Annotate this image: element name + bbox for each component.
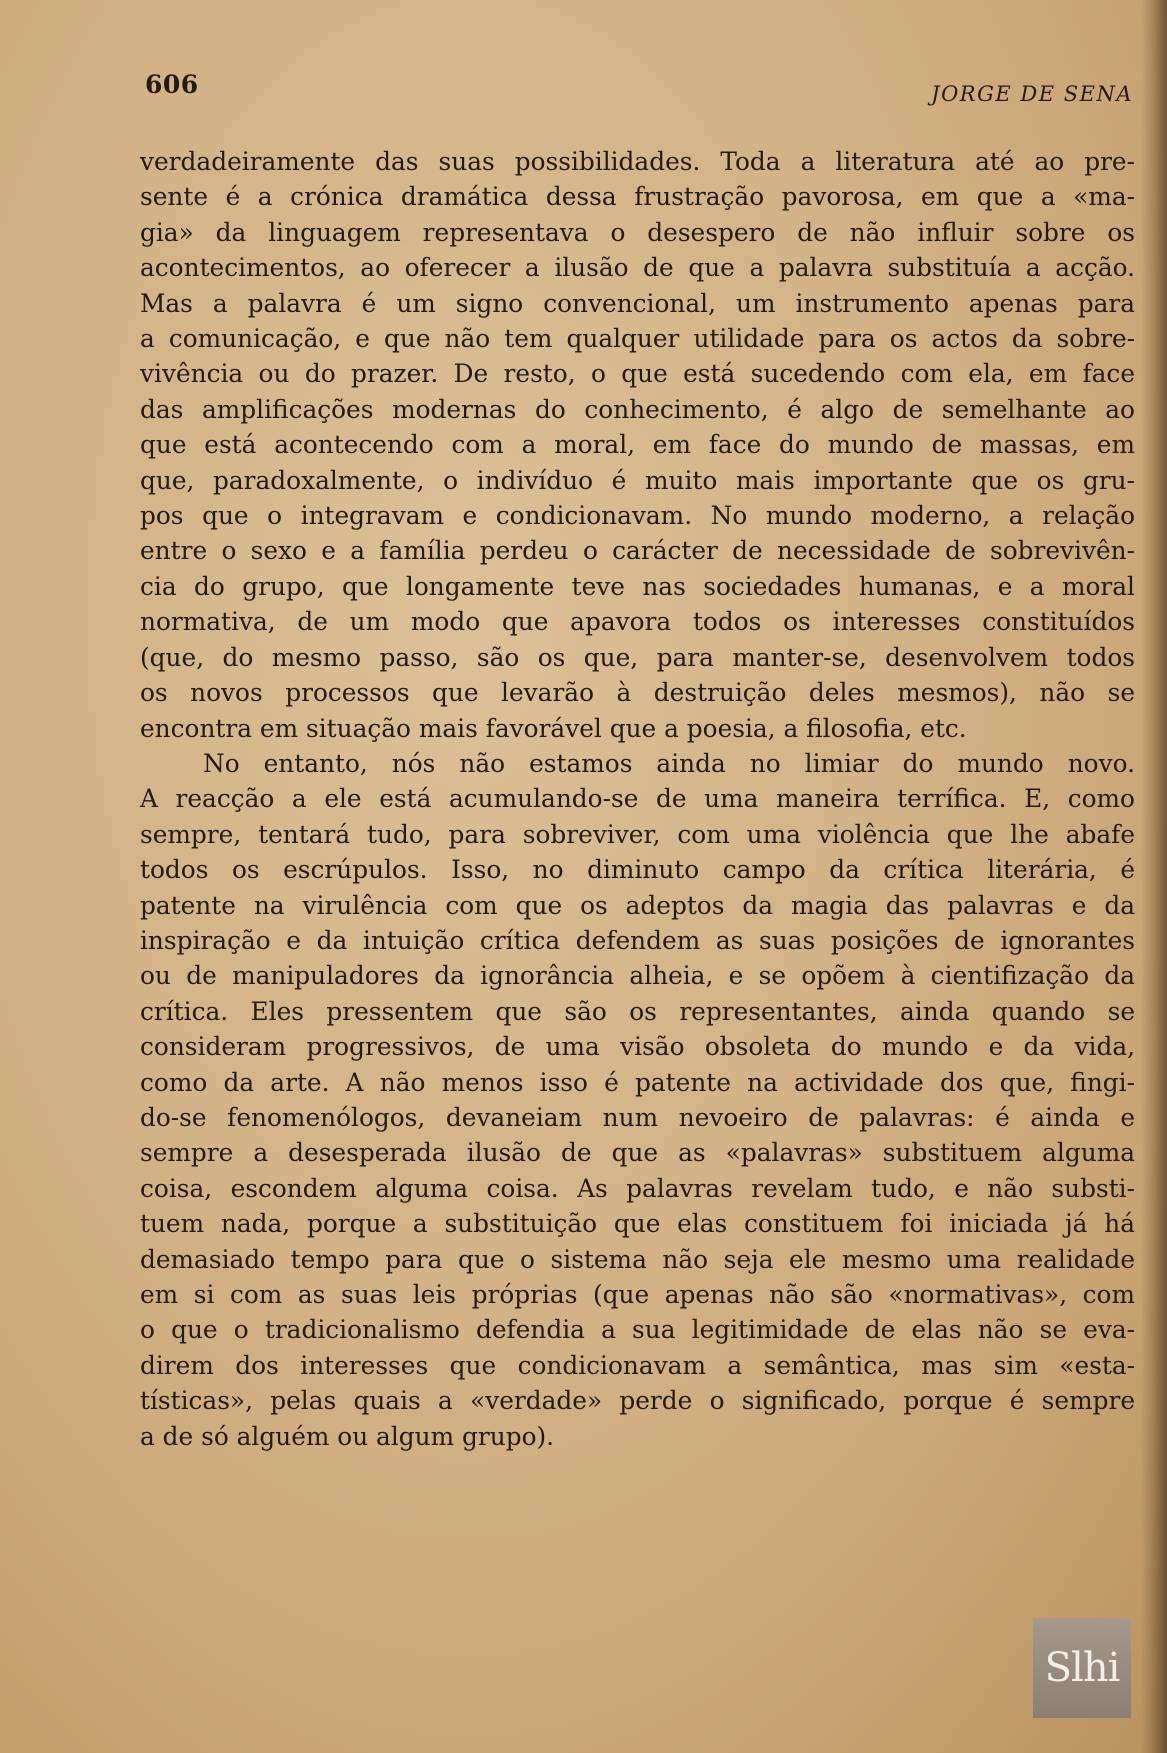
text-line: tísticas», pelas quais a «verdade» perde o significado, porque é sempre — [140, 1386, 1135, 1416]
text-line: acontecimentos, ao oferecer a ilusão de que a palavra substituía a acção. — [140, 253, 1135, 283]
body-text — [140, 144, 1135, 1454]
text-line: que está acontecendo com a moral, em face do mundo de massas, em — [140, 430, 1135, 460]
text-line: verdadeiramente das suas possibilidades. Toda a literatura até ao pre- — [140, 147, 1135, 176]
text-line: o que o tradicionalismo defendia a sua legitimidade de elas não se eva- — [140, 1315, 1135, 1345]
text-line: gia» da linguagem representava o desespero de não influir sobre os — [140, 217, 1135, 247]
text-line: em si com as suas leis próprias (que apenas não são «normativas», com — [140, 1280, 1135, 1309]
text-line: demasiado tempo para que o sistema não seja ele mesmo uma realidade — [140, 1244, 1135, 1274]
text-line: (que, do mesmo passo, são os que, para manter-se, desenvolvem todos — [140, 642, 1135, 672]
page-header — [145, 68, 1140, 108]
text-line: No entanto, nós não estamos ainda no limiar do mundo novo. — [203, 748, 1135, 778]
text-line: tuem nada, porque a substituição que elas constituem foi iniciada já há — [140, 1209, 1135, 1239]
text-line: patente na virulência com que os adeptos da magia das palavras e da — [140, 890, 1135, 920]
stamp-text: Slhi — [1044, 1645, 1120, 1691]
text-line: A reacção a ele está acumulando-se de uma maneira terrífica. E, como — [140, 784, 1135, 814]
text-line: encontra em situação mais favorável que a poesia, a filosofia, etc. — [140, 713, 967, 743]
text-line: normativa, de um modo que apavora todos os interesses constituídos — [140, 607, 1135, 637]
running-title: JORGE DE SENA — [931, 82, 1133, 106]
page-number: 606 — [145, 70, 199, 99]
text-line: crítica. Eles pressentem que são os representantes, ainda quando se — [140, 996, 1135, 1026]
text-line: vivência ou do prazer. De resto, o que está sucedendo com ela, em face — [140, 359, 1135, 389]
text-line: das amplificações modernas do conhecimento, é algo de semelhante ao — [140, 394, 1135, 424]
text-line: ou de manipuladores da ignorância alheia, e se opõem à cientifização da — [140, 961, 1135, 991]
text-line: entre o sexo e a família perdeu o carácter de necessidade de sobrevivên- — [140, 536, 1135, 566]
text-line: do-se fenomenólogos, devaneiam num nevoeiro de palavras: é ainda e — [140, 1102, 1135, 1132]
text-line: inspiração e da intuição crítica defendem as suas posições de ignorantes — [140, 925, 1135, 955]
library-stamp — [1033, 1618, 1131, 1718]
text-line: cia do grupo, que longamente teve nas sociedades humanas, e a moral — [140, 571, 1135, 601]
text-line: todos os escrúpulos. Isso, no diminuto campo da crítica literária, é — [140, 855, 1135, 885]
text-line: consideram progressivos, de uma visão obsoleta do mundo e da vida, — [140, 1032, 1135, 1062]
text-line: a comunicação, e que não tem qualquer utilidade para os actos da sobre- — [140, 324, 1135, 354]
text-line: pos que o integravam e condicionavam. No mundo moderno, a relação — [140, 501, 1135, 531]
text-line: os novos processos que levarão à destruição deles mesmos), não se — [140, 678, 1135, 708]
text-line: como da arte. A não menos isso é patente na actividade dos que, fingi- — [140, 1067, 1135, 1097]
text-line: sempre, tentará tudo, para sobreviver, com uma violência que lhe abafe — [140, 819, 1135, 849]
page-binding-shadow — [1141, 0, 1167, 1753]
text-line: coisa, escondem alguma coisa. As palavras revelam tudo, e não substi- — [140, 1173, 1135, 1203]
text-line: que, paradoxalmente, o indivíduo é muito mais importante que os gru- — [140, 465, 1135, 495]
text-line: a de só alguém ou algum grupo). — [140, 1421, 555, 1451]
text-line: sempre a desesperada ilusão de que as «palavras» substituem alguma — [140, 1138, 1135, 1168]
text-line: sente é a crónica dramática dessa frustração pavorosa, em que a «ma- — [140, 182, 1135, 212]
text-line: direm dos interesses que condicionavam a semântica, mas sim «esta- — [140, 1350, 1135, 1380]
text-line: Mas a palavra é um signo convencional, um instrumento apenas para — [140, 288, 1135, 318]
